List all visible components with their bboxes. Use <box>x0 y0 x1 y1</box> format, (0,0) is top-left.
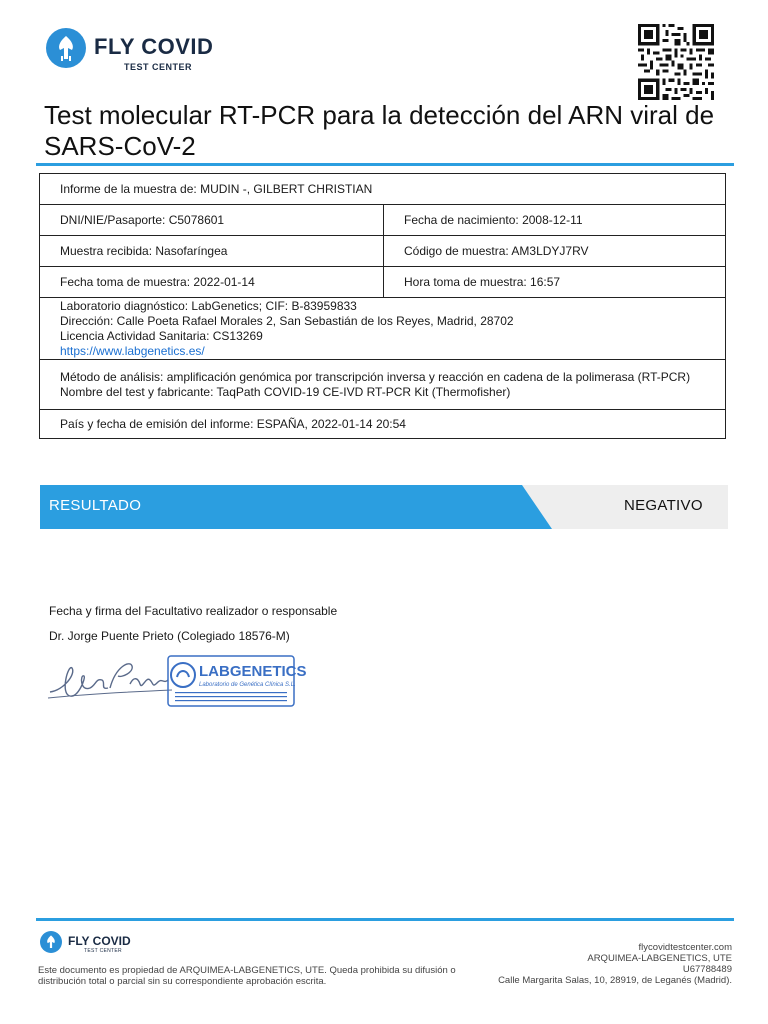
sample-received-cell: Muestra recibida: Nasofaríngea <box>40 236 384 267</box>
footer-brand-subtitle: TEST CENTER <box>84 948 122 954</box>
sample-of-cell: Informe de la muestra de: MUDIN -, GILBERT CHRISTIAN <box>40 174 726 205</box>
qr-code-icon <box>638 24 714 100</box>
page-title: Test molecular RT-PCR para la detección del ARN viral de SARS-CoV-2 <box>44 100 715 161</box>
signature-scribble <box>46 654 176 706</box>
table-row <box>40 205 726 236</box>
labgenetics-stamp-icon <box>167 655 307 707</box>
lab-name: Laboratorio diagnóstico: LabGenetics; CIF: B-83959833 <box>60 298 357 313</box>
brand-logo <box>46 26 246 76</box>
fly-covid-logo-icon <box>40 931 62 953</box>
footer-contact <box>440 942 732 986</box>
result-value: NEGATIVO <box>624 497 703 514</box>
result-label: RESULTADO <box>49 497 142 514</box>
doctor-name: Dr. Jorge Puente Prieto (Colegiado 18576-M) <box>49 629 290 643</box>
lab-address: Dirección: Calle Poeta Rafael Morales 2, San Sebastián de los Reyes, Madrid, 28702 <box>60 313 514 328</box>
signature-caption: Fecha y firma del Facultativo realizador o responsable <box>49 604 338 618</box>
lab-website-link[interactable]: https://www.labgenetics.es/ <box>60 343 205 358</box>
table-row <box>40 174 726 205</box>
lab-cell <box>40 298 726 360</box>
table-row <box>40 298 726 360</box>
svg-text:LABGENETICS: LABGENETICS <box>199 663 307 680</box>
table-row <box>40 410 726 439</box>
footer-logo <box>40 929 150 957</box>
footer-company: ARQUIMEA-LABGENETICS, UTE <box>587 953 732 964</box>
title-divider <box>36 163 734 166</box>
fly-covid-logo-icon <box>46 28 86 68</box>
sample-code-cell: Código de muestra: AM3LDYJ7RV <box>384 236 726 267</box>
brand-subtitle: TEST CENTER <box>124 62 193 72</box>
method-cell <box>40 360 726 410</box>
test-name-text: Nombre del test y fabricante: TaqPath COVID-19 CE-IVD RT-PCR Kit (Thermofisher) <box>60 384 511 399</box>
issued-cell: País y fecha de emisión del informe: ESPAÑA, 2022-01-14 20:54 <box>40 410 726 439</box>
footer-brand-name: FLY COVID <box>68 934 131 948</box>
brand-name: FLY COVID <box>94 34 214 59</box>
method-text: Método de análisis: amplificación genómica por transcripción inversa y reacción en cadena de la polimerasa (RT-PCR) <box>60 369 691 384</box>
footer-disclaimer: Este documento es propiedad de ARQUIMEA-LABGENETICS, UTE. Queda prohibida su difusión o distribución total o parcial sin su correspondiente aprobación escrita. <box>38 965 456 987</box>
footer-address: Calle Margarita Salas, 10, 28919, de Leganés (Madrid). <box>498 975 732 986</box>
table-row <box>40 236 726 267</box>
birth-date-cell: Fecha de nacimiento: 2008-12-11 <box>384 205 726 236</box>
sample-time-cell: Hora toma de muestra: 16:57 <box>384 267 726 298</box>
footer-code: U67788489 <box>682 964 732 975</box>
lab-license: Licencia Actividad Sanitaria: CS13269 <box>60 328 263 343</box>
document-id-cell: DNI/NIE/Pasaporte: C5078601 <box>40 205 384 236</box>
table-row <box>40 360 726 410</box>
table-row <box>40 267 726 298</box>
footer-website: flycovidtestcenter.com <box>638 942 732 953</box>
sample-date-cell: Fecha toma de muestra: 2022-01-14 <box>40 267 384 298</box>
footer-divider <box>36 918 734 921</box>
sample-info-table <box>39 173 726 439</box>
svg-text:Laboratorio de Genética Clínic: Laboratorio de Genética Clínica S.L. <box>199 682 296 688</box>
